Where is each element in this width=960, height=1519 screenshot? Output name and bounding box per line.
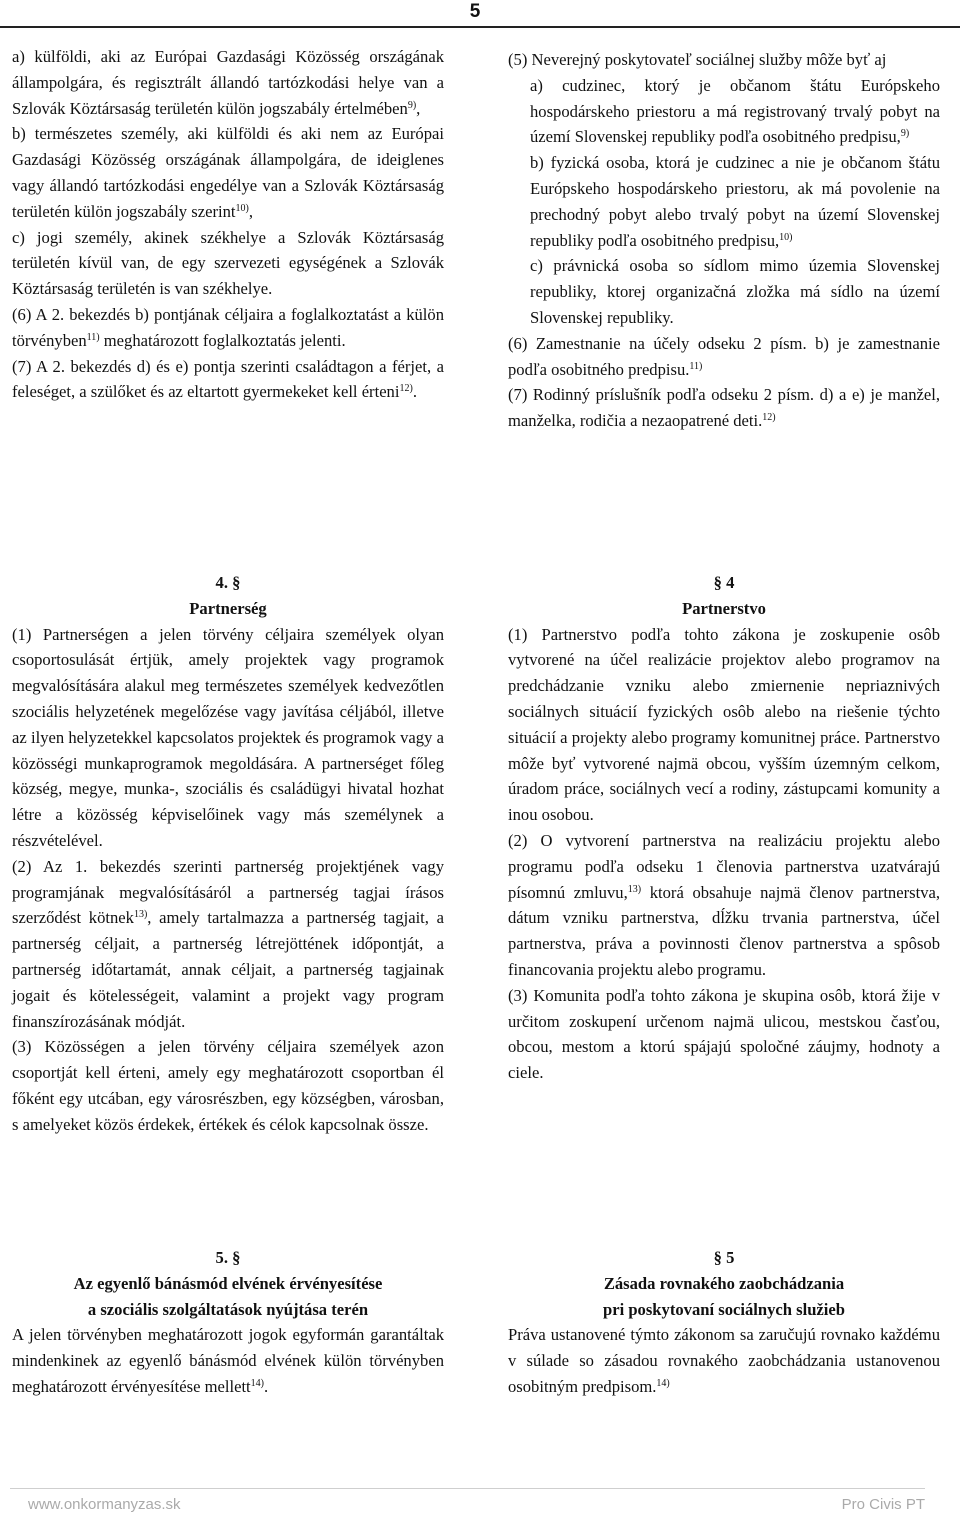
section-5-hu-title-line-1: Az egyenlő bánásmód elvének érvényesítése: [73, 1273, 383, 1293]
section-4-slovak-column: [508, 570, 940, 1086]
section-5-hu-number: 5. §: [215, 1248, 241, 1267]
top-slovak-column: [508, 47, 940, 434]
section-4-sk-paragraph-2: (2) O vytvorení partnerstva na realizáciu projektu alebo programu podľa odseku 1 členovia partnerstva uzatvárajú písomnú zmluvu,$^{13)}$ ktorá obsahuje najmä členov partnerstva, dátum vzniku partnerstva, dĺžku trvania partnerstva, účel partnerstva, práva a povinnosti členov partnerstva a spôsob financovania projektu alebo programu.: [508, 830, 941, 979]
section-4-hu-paragraph-2: (2) Az 1. bekezdés szerinti partnerség projektjének vagy programjának megvalósításáról a partnerség tagjai írásos szerződést kötnek$^{13)}$, amely tartalmazza a partnerség tagjait, a partnerség céljait, a partnerség létrejöttének időpontját, a partnerség időtartamát, annak céljait, a partnerség tagjainak jogait és kötelességeit, valamint a projekt vagy program finanszírozásának módját.: [12, 856, 444, 1031]
section-5-sk-number: § 5: [713, 1248, 735, 1267]
footnote-ref: 9): [900, 128, 910, 140]
footnote-ref: 14): [250, 1377, 265, 1389]
footnote-ref: 12): [399, 383, 413, 395]
section-4-hungarian-column: [12, 570, 444, 1138]
section-5-sk-paragraph: Práva ustanovené týmto zákonom sa zaručujú rovnako každému v súlade so zásadou rovnakého zaobchádzania ustanovenou osobitným predpisom.$^{14)}$: [508, 1325, 940, 1396]
section-5-hu-title-line-2: a szociális szolgáltatások nyújtása terén: [87, 1299, 369, 1319]
hu-item-c: c) jogi személy, akinek székhelye a Szlovák Köztársaság területén kívül van, de egy szervezeti egységének a Szlovák Köztársaság területén is van székhelye.: [12, 227, 444, 299]
section-4-sk-title: Partnerstvo: [682, 598, 766, 618]
section-4-hu-paragraph-1: (1) Partnerségen a jelen törvény céljaira személyek olyan csoportosulását értjük, amely projektek vagy programok megvalósítására alakul meg természetes személyek kedvezőtlen szociális helyzetének megelőzése vagy javítása céljából, illetve az ilyen helyzetekkel kapcsolatos projektek és programok vagy a közösségi munkaprogramok megoldására. A partnerséget főleg község, megye, munka-, szociális és családügyi hivatal hozhat létre a közösség képviselőinek vagy más személynek a részvételével.: [12, 624, 444, 850]
page-number: 5: [469, 1, 481, 22]
footer-website: www.onkormanyzas.sk: [28, 1496, 181, 1513]
sk-item-a: a) cudzinec, ktorý je občanom štátu Európskeho hospodárskeho priestoru a má registrovaný trvalý pobyt na území Slovenskej republiky podľa osobitného predpisu,$^{9)}$: [530, 75, 940, 147]
footnote-ref: 14): [656, 1377, 670, 1389]
hu-item-b: b) természetes személy, aki külföldi és aki nem az Európai Gazdasági Közösség országának állampolgára, de ideiglenes vagy állandó tartózkodási engedélye van a Szlovák Köztársaság területén külön jogszabály szerint$^{10)}$,: [12, 124, 444, 221]
hu-paragraph-6: (6) A 2. bekezdés b) pontjának céljaira a foglalkoztatást a külön törvényben$^{11)}$ meghatározott foglalkoztatás jelenti.: [12, 304, 444, 350]
section-4-hu-number: 4. §: [215, 573, 241, 592]
hu-item-a: a) külföldi, aki az Európai Gazdasági Közösség országának állampolgára, és regisztrált állandó tartózkodási helye van a Szlovák Köztársaság területén külön jogszabály értelmében$^{9)}$,: [12, 47, 444, 118]
footnote-ref: 12): [762, 412, 776, 424]
sk-paragraph-5: (5) Neverejný poskytovateľ sociálnej služby môže byť aj: [508, 50, 887, 69]
hu-paragraph-7: (7) A 2. bekezdés d) és e) pontja szerinti családtagon a férjet, a feleséget, a szülőket és az eltartott gyermekeket kell érteni$^{12)}$.: [12, 356, 444, 402]
section-5-hu-paragraph: A jelen törvényben meghatározott jogok egyformán garantáltak mindenkinek az egyenlő bánásmód elvének külön törvényben meghatározott érvényesítése mellett$^{14)}$.: [12, 1325, 444, 1396]
section-4-hu-title: Partnerség: [189, 598, 267, 618]
top-hungarian-column: [12, 44, 444, 405]
section-5-sk-title-line-1: Zásada rovnakého zaobchádzania: [603, 1273, 845, 1293]
footnote-ref: 13): [627, 883, 642, 895]
footnote-ref: 9): [407, 99, 417, 111]
section-4-sk-number: § 4: [713, 573, 735, 592]
section-4-sk-paragraph-1: (1) Partnerstvo podľa tohto zákona je zoskupenie osôb vytvorené na účel realizácie projektov alebo programov na predchádzanie vzniku alebo zmiernenie nepriaznivých sociálnych situácií fyzických osôb alebo na riešenie týchto situácií a projekty alebo programy komunitnej práce. Partnerstvo môže byť vytvorené najmä obcou, vyšším územným celkom, úradom práce, sociálnych vecí a rodiny, zástupcami komunity a inou osobou.: [508, 624, 940, 825]
footer-publisher: Pro Civis PT: [841, 1496, 925, 1513]
section-4-hu-paragraph-3: (3) Közösségen a jelen törvény céljaira személyek azon csoportját kell érteni, amely egy meghatározott csoportban él főként egy utcában, egy városrészben, egy községben, városban, s amelyeket közös érdekek, értékek és célok kapcsolnak össze.: [12, 1037, 444, 1134]
header-rule: [0, 26, 960, 28]
footnote-ref: 10): [235, 202, 249, 214]
section-5-hungarian-column: [12, 1245, 444, 1400]
footnote-ref: 11): [86, 331, 100, 343]
section-4-sk-paragraph-3: (3) Komunita podľa tohto zákona je skupina osôb, ktorá žije v určitom zoskupení určenom najmä ulicou, mestskou časťou, obcou, mestom a ktorú spájajú spoločné záujmy, hodnoty a ciele.: [508, 985, 940, 1083]
footnote-ref: 11): [689, 360, 703, 372]
sk-paragraph-6: (6) Zamestnanie na účely odseku 2 písm. b) je zamestnanie podľa osobitného predpisu.$^{11)}$: [508, 333, 940, 379]
sk-paragraph-7: (7) Rodinný príslušník podľa odseku 2 písm. d) a e) je manžel, manželka, rodičia a nezaopatrené deti.$^{12)}$: [508, 385, 940, 431]
footnote-ref: 13): [133, 909, 148, 921]
section-5-slovak-column: [508, 1245, 940, 1400]
sk-item-b: b) fyzická osoba, ktorá je cudzinec a nie je občanom štátu Európskeho hospodárskeho priestoru, ak má povolenie na prechodný pobyt alebo trvalý pobyt na území Slovenskej republiky podľa osobitného predpisu,$^{10)}$: [530, 153, 940, 250]
sk-item-c: c) právnická osoba so sídlom mimo územia Slovenskej republiky, ktorej organizačná zložka má sídlo na území Slovenskej republiky.: [530, 256, 940, 327]
section-5-sk-title-line-2: pri poskytovaní sociálnych služieb: [602, 1299, 846, 1319]
footer-rule: [10, 1488, 925, 1489]
footnote-ref: 10): [779, 231, 793, 243]
